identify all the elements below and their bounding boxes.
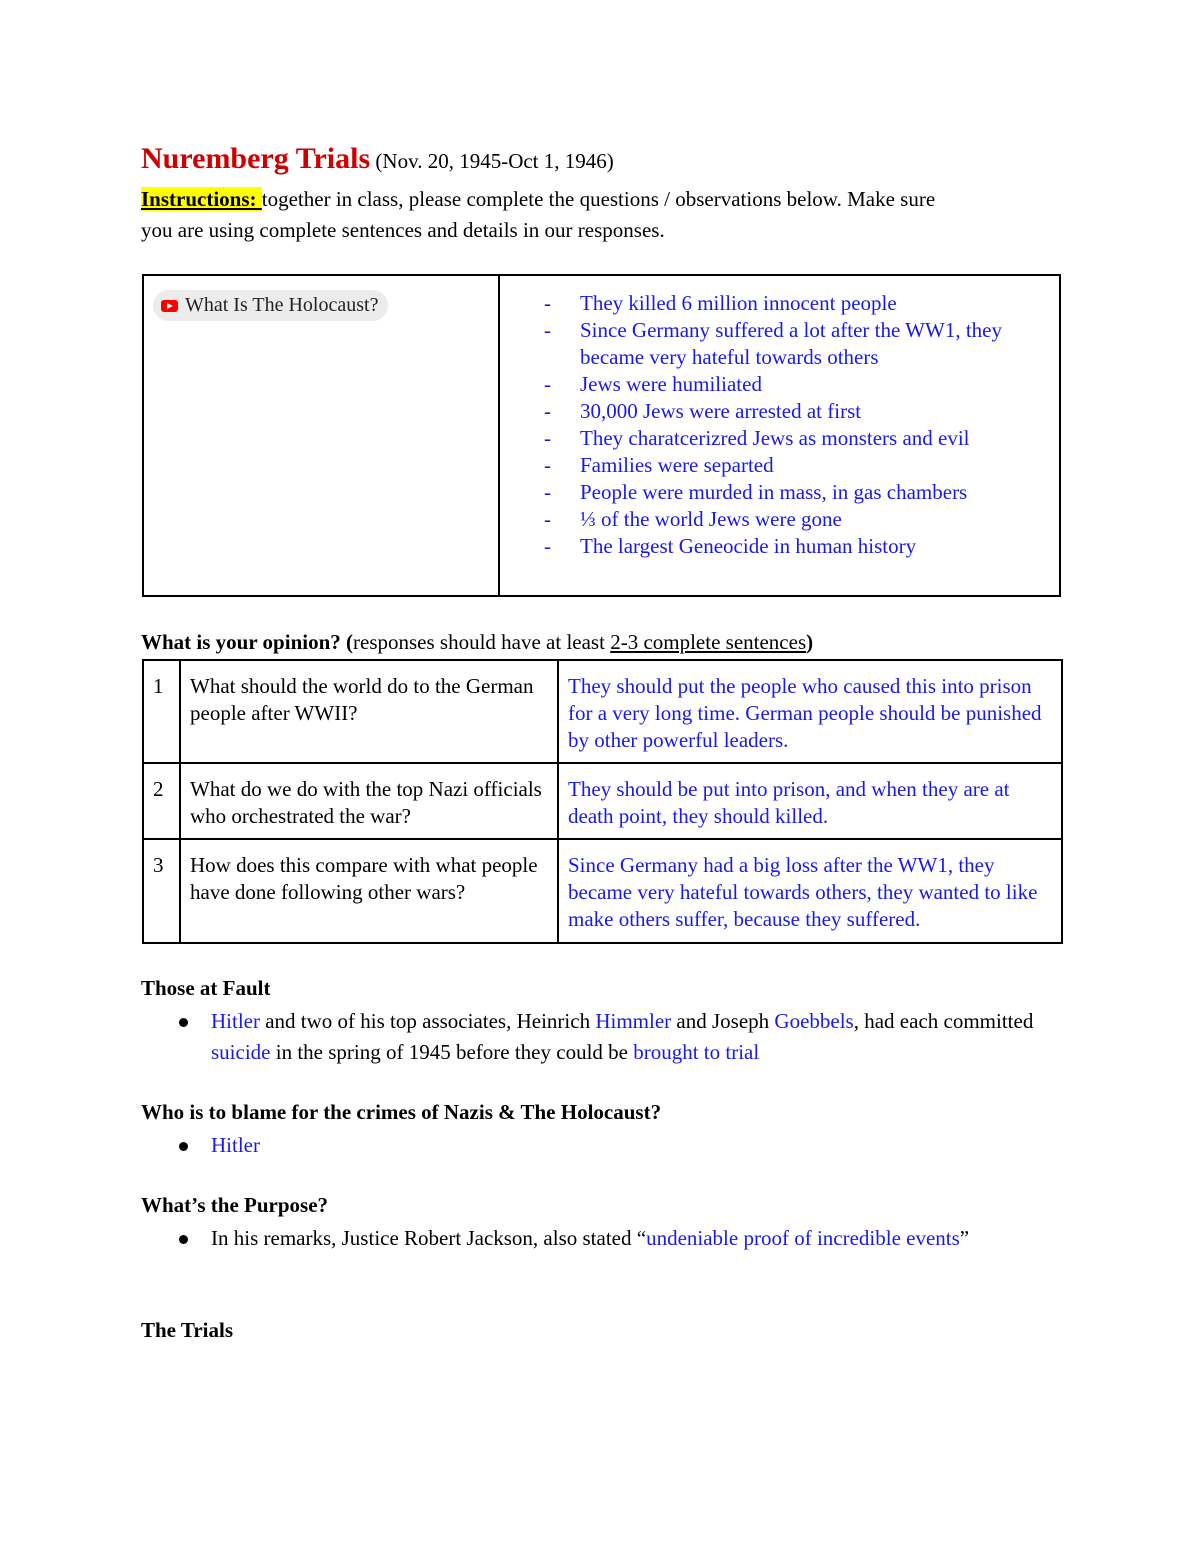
fault-word-goebbels: Goebbels	[774, 1009, 854, 1033]
video-notes-list	[544, 290, 1044, 560]
note-item: - The largest Geneocide in human history	[544, 533, 1044, 560]
answer-cell: They should be put into prison, and when they are at death point, they should killed.	[558, 763, 1062, 839]
note-item: - Jews were humiliated	[544, 371, 1044, 398]
instructions-text-line2: you are using complete sentences and details in our responses.	[141, 218, 665, 242]
row-number: 2	[143, 763, 180, 839]
opinion-heading-close: )	[806, 630, 814, 654]
row-number: 3	[143, 839, 180, 943]
answer-cell: They should put the people who caused this into prison for a very long time. German people should be punished by other powerful leaders.	[558, 660, 1062, 763]
fault-word-himmler: Himmler	[595, 1009, 672, 1033]
opinion-heading-underline: 2-3 complete sentences	[610, 630, 807, 654]
fault-word-trial: brought to trial	[633, 1040, 760, 1064]
list-item	[141, 1006, 1061, 1068]
page-title: Nuremberg Trials	[141, 142, 371, 175]
video-notes-table	[142, 274, 1061, 597]
video-link-chip[interactable]	[153, 290, 388, 321]
opinion-table	[142, 659, 1063, 944]
fault-word-hitler: Hitler	[211, 1009, 260, 1033]
video-cell	[144, 276, 500, 595]
fault-word-suicide: suicide	[211, 1040, 271, 1064]
question-cell: What should the world do to the German people after WWII?	[180, 660, 558, 763]
question-cell: What do we do with the top Nazi officials who orchestrated the war?	[180, 763, 558, 839]
fault-text: in the spring of 1945 before they could be	[270, 1040, 634, 1064]
purpose-heading: What’s the Purpose?	[141, 1193, 329, 1217]
fault-text: , had each committed	[853, 1009, 1034, 1033]
table-row	[143, 763, 1062, 839]
row-number: 1	[143, 660, 180, 763]
note-item: - Families were separted	[544, 452, 1044, 479]
title-dates: (Nov. 20, 1945-Oct 1, 1946)	[375, 149, 614, 173]
question-cell: How does this compare with what people have done following other wars?	[180, 839, 558, 943]
opinion-heading	[141, 630, 813, 655]
note-item: - ⅓ of the world Jews were gone	[544, 506, 1044, 533]
video-link-label: What Is The Holocaust?	[185, 294, 379, 316]
table-row	[143, 839, 1062, 943]
note-item: - Since Germany suffered a lot after the WW1, they became very hateful towards others	[544, 317, 1044, 371]
instructions-label: Instructions:	[141, 187, 262, 211]
instructions-text-line1: together in class, please complete the questions / observations below. Make sure	[261, 187, 936, 211]
youtube-icon	[161, 300, 178, 312]
instructions	[141, 184, 1061, 246]
notes-cell	[500, 276, 1059, 595]
table-row	[143, 660, 1062, 763]
note-item: - 30,000 Jews were arrested at first	[544, 398, 1044, 425]
purpose-suffix: ”	[959, 1226, 970, 1250]
fault-text: and two of his top associates, Heinrich	[259, 1009, 596, 1033]
note-item: - People were murded in mass, in gas chambers	[544, 479, 1044, 506]
trials-heading: The Trials	[141, 1318, 233, 1342]
title-line	[141, 142, 614, 176]
purpose-prefix: In his remarks, Justice Robert Jackson, also stated “	[211, 1226, 647, 1250]
purpose-list	[141, 1223, 1061, 1254]
blame-heading: Who is to blame for the crimes of Nazis & The Holocaust?	[141, 1100, 662, 1124]
note-item: - They charatcerizred Jews as monsters and evil	[544, 425, 1044, 452]
fault-heading: Those at Fault	[141, 976, 271, 1000]
list-item: Hitler	[141, 1130, 1061, 1161]
answer-cell: Since Germany had a big loss after the WW1, they became very hateful towards others, they wanted to like make others suffer, because they suffered.	[558, 839, 1062, 943]
list-item	[141, 1223, 1061, 1254]
fault-text: and Joseph	[671, 1009, 775, 1033]
fault-list	[141, 1006, 1061, 1068]
opinion-heading-rest: responses should have at least	[353, 630, 611, 654]
opinion-heading-bold: What is your opinion? (	[141, 630, 353, 654]
purpose-quote: undeniable proof of incredible events	[646, 1226, 960, 1250]
note-item: - They killed 6 million innocent people	[544, 290, 1044, 317]
blame-list	[141, 1130, 1061, 1161]
